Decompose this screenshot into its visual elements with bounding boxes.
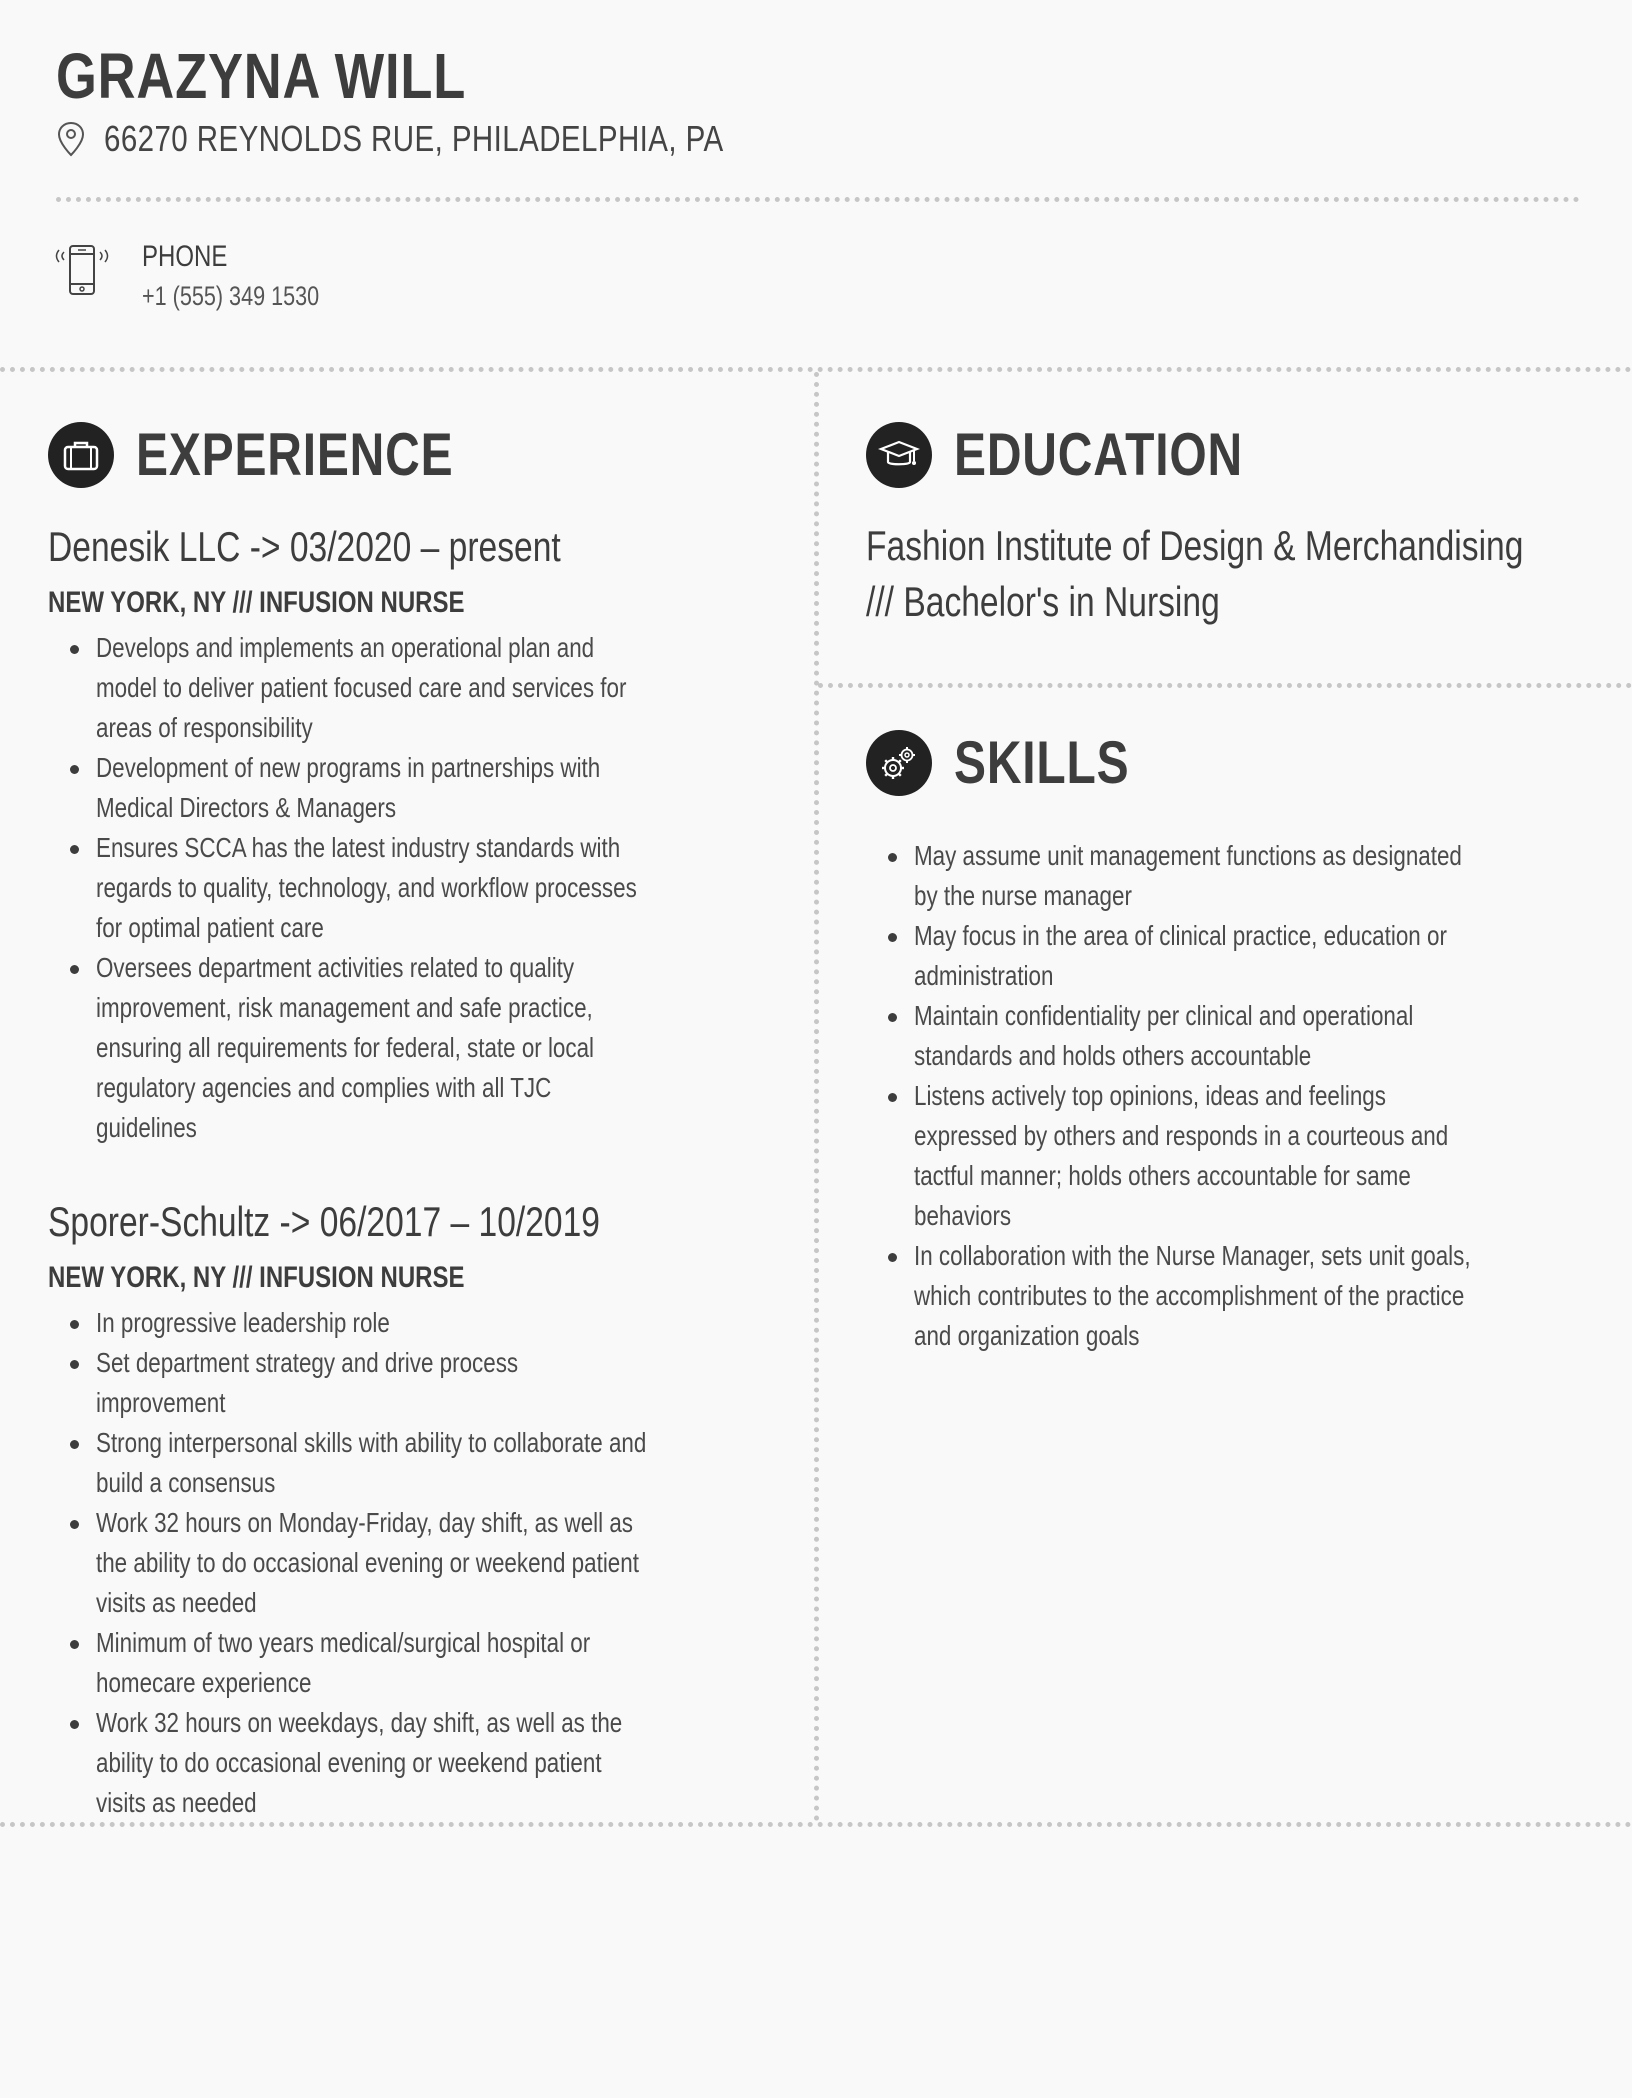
school-name: Fashion Institute of Design & Merchandising [866, 522, 1524, 569]
job-heading: Denesik LLC -> 03/2020 – present [48, 523, 561, 570]
list-item: In progressive leadership role [48, 1303, 788, 1343]
list-item: Maintain confidentiality per clinical and operational standards and holds others accountable [866, 996, 1606, 1076]
skills-title: SKILLS [954, 729, 1130, 796]
list-item: Work 32 hours on Monday-Friday, day shift, as well as the ability to do occasional evening or weekend patient visits as needed [48, 1503, 788, 1623]
briefcase-icon [48, 422, 114, 488]
list-item: Develops and implements an operational plan and model to deliver patient focused care and services for areas of responsibility [48, 628, 788, 748]
footer-divider [0, 1822, 1632, 1827]
list-item: Oversees department activities related to quality improvement, risk management and safe practice, ensuring all requirements for federal, state or local regulatory agencies and complies with all TJC guidelines [48, 948, 788, 1148]
skills-bullets [866, 836, 1606, 1356]
job-entry [48, 1195, 788, 1823]
job-entry [48, 520, 788, 1148]
list-item: Development of new programs in partnerships with Medical Directors & Managers [48, 748, 788, 828]
job-bullets [48, 628, 788, 1148]
experience-title: EXPERIENCE [136, 421, 454, 488]
list-item: Ensures SCCA has the latest industry standards with regards to quality, technology, and workflow processes for optimal patient care [48, 828, 788, 948]
list-item: Work 32 hours on weekdays, day shift, as well as the ability to do occasional evening or weekend patient visits as needed [48, 1703, 788, 1823]
list-item: May focus in the area of clinical practice, education or administration [866, 916, 1606, 996]
job-heading: Sporer-Schultz -> 06/2017 – 10/2019 [48, 1198, 600, 1245]
column-divider [814, 372, 819, 1822]
list-item: May assume unit management functions as designated by the nurse manager [866, 836, 1606, 916]
job-location-role: NEW YORK, NY /// INFUSION NURSE [48, 586, 465, 619]
skills-heading [866, 728, 1173, 797]
skills-list-block [866, 832, 1606, 1356]
education-divider [818, 683, 1632, 688]
job-location-role: NEW YORK, NY /// INFUSION NURSE [48, 1261, 465, 1294]
resume-header [56, 36, 1576, 159]
phone-info [142, 238, 363, 316]
list-item: Strong interpersonal skills with ability to collaborate and build a consensus [48, 1423, 788, 1503]
list-item: Minimum of two years medical/surgical hospital or homecare experience [48, 1623, 788, 1703]
mobile-phone-icon [54, 242, 110, 302]
graduation-cap-icon [866, 422, 932, 488]
phone-label: PHONE [142, 240, 228, 273]
education-title: EDUCATION [954, 421, 1243, 488]
experience-heading [48, 420, 533, 489]
address-row [56, 118, 860, 160]
candidate-name: GRAZYNA WILL [56, 40, 467, 112]
phone-number: +1 (555) 349 1530 [142, 281, 320, 311]
degree: /// Bachelor's in Nursing [866, 578, 1220, 625]
contact-block [54, 238, 363, 316]
education-entry [866, 518, 1606, 630]
list-item: Listens actively top opinions, ideas and feelings expressed by others and responds in a courteous and tactful manner; holds others accountable for same behaviors [866, 1076, 1606, 1236]
header-divider [56, 197, 1580, 202]
education-heading [866, 420, 1315, 489]
job-bullets [48, 1303, 788, 1823]
address-text: 66270 REYNOLDS RUE, PHILADELPHIA, PA [104, 118, 724, 159]
list-item: Set department strategy and drive process improvement [48, 1343, 788, 1423]
list-item: In collaboration with the Nurse Manager, sets unit goals, which contributes to the accomplishment of the practice and organization goals [866, 1236, 1606, 1356]
map-pin-icon [56, 121, 86, 157]
gears-icon [866, 730, 932, 796]
